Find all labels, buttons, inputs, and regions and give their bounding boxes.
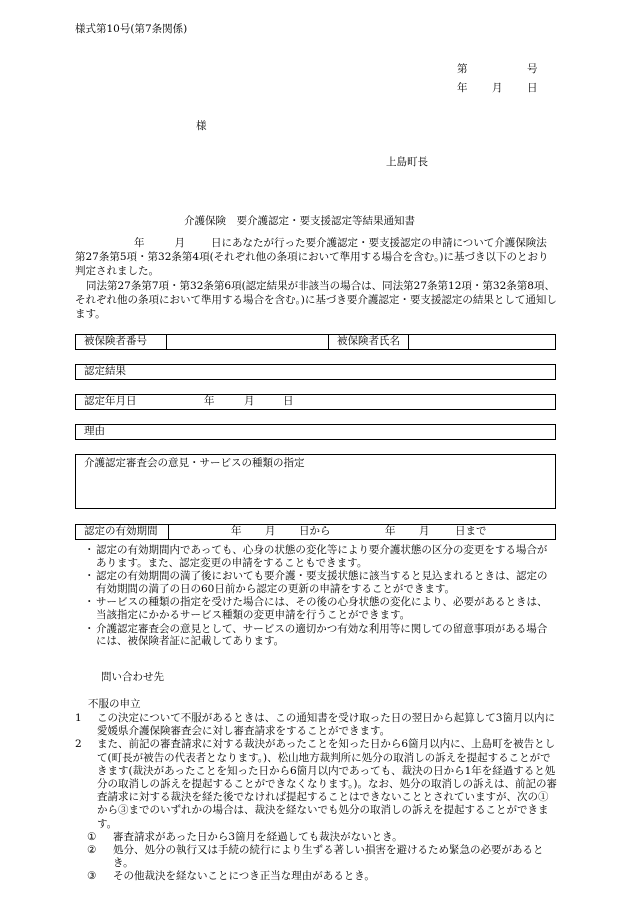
issue-date-day: 日 [527,82,538,94]
body-paragraph-1 [75,237,557,278]
issue-date-year: 年 [457,82,468,94]
para1-text: 日にあなたが行った要介護認定・要支援認定の申請について介護保険法第27条第5項・第32条第4項(それぞれ他の条項において準用する場合を含む。)に基づき以下のとおり判定されました。 [75,237,549,277]
insured-number-label: 被保険者番号 [84,335,147,347]
contact-label: 問い合わせ先 [101,671,164,683]
note-item: ・ 認定の有効期間内であっても、心身の状態の変化等により要介護状態の区分の変更をする場合があります。また、認定変更の申請をすることもできます。 [84,544,556,569]
para1-year: 年 [134,237,145,249]
body-paragraph-2: 同法第27条第7項・第32条第6項(認定結果が非該当の場合は、同法第27条第12項・第32条第8項、それぞれ他の条項において準用する場合を含む。)に基づき要介護認定・要支援認定の結果として通知します。 [75,280,557,320]
objection-item-1-number: 1 [75,712,82,724]
result-label: 認定結果 [84,365,126,377]
sub-1-text: 審査請求があった日から3箇月を経過しても裁決がないとき。 [113,830,403,843]
doc-number-go: 号 [527,63,538,75]
objection-item-1-text: この決定について不服があるときは、この通知書を受け取った日の翌日から起算して3箇月以内に愛媛県介護保険審査会に対し審査請求をすることができます。 [97,712,555,738]
note-item: ・ 介護認定審査会の意見として、サービスの適切かつ有効な利用等に関しての留意事項がある場合には、被保険者証に記載してあります。 [84,623,556,648]
issue-date-month: 月 [492,82,503,94]
objection-item-2-text: また、前記の審査請求に対する裁決があったことを知った日から6箇月以内に、上島町を被告として(町長が被告の代表者となります。)、松山地方裁判所に処分の取消しの訴えを提起することができます(裁決があったことを知った日から6箇月以内であっても、裁決の日から1年を経過すると処分の取消しの訴えを提起することができなくなります。)。なお、処分の取消しの訴えは、前記の審査請求に対する裁決を経た後でなければ提起することはできないこととされていますが、次の①から③までのいずれかの場合は、裁決を経ないでも処分の取消しの訴えを提起することができます。 [97,738,558,830]
objection-item-2-number: 2 [75,738,82,751]
sub-1-number: ① [87,830,97,843]
reason-label: 理由 [84,425,105,437]
document-title: 介護保険 要介護認定・要支援認定等結果通知書 [184,215,415,227]
notes-list [84,544,556,649]
sender-name: 上島町長 [386,156,428,168]
cert-date-month: 月 [244,395,255,407]
objection-sub-2 [87,844,557,870]
certification-date-row[interactable] [75,394,556,410]
insured-name-label: 被保険者氏名 [328,335,408,349]
form-number: 様式第10号(第7条関係) [75,23,188,35]
objection-sub-3 [87,870,557,883]
recipient-honorific: 様 [196,120,207,132]
note-item: ・ 認定の有効期間の満了後においても要介護・要支援状態に該当すると見込まれるときは、認定の有効期間の満了の日の60日前から認定の更新の申請をすることができます。 [84,570,556,595]
sub-3-number: ③ [87,870,97,883]
result-row[interactable] [75,364,556,380]
insured-name-field[interactable] [408,335,555,349]
validity-year-1: 年 [231,525,242,537]
validity-field[interactable] [168,525,555,539]
note-item: ・ サービスの種類の指定を受けた場合には、その後の心身状態の変化により、必要があるときは、当該指定にかかるサービス種類の変更申請を行うことができます。 [84,596,556,621]
insured-number-field[interactable] [166,335,328,349]
cert-date-day: 日 [283,395,294,407]
insured-row [75,334,556,350]
validity-month-2: 月 [419,525,430,537]
committee-opinion-box[interactable] [75,454,556,509]
sub-2-number: ② [87,844,97,857]
sub-2-text: 処分、処分の執行又は手続の続行により生ずる著しい損害を避けるため緊急の必要があるとき。 [113,844,544,870]
validity-until: 日まで [455,525,487,537]
cert-date-year: 年 [204,395,215,407]
objection-item-2 [75,738,557,830]
validity-row [75,524,556,540]
objection-sub-1 [87,831,557,844]
committee-label: 介護認定審査会の意見・サービスの種類の指定 [84,457,305,469]
objection-list [75,712,557,884]
cert-date-label: 認定年月日 [84,395,137,407]
validity-label: 認定の有効期間 [84,525,158,537]
doc-number-dai: 第 [457,63,468,75]
validity-month-1: 月 [265,525,276,537]
objection-item-1 [75,712,557,738]
reason-row[interactable] [75,424,556,440]
para1-month: 月 [174,237,185,249]
validity-from: 日から [299,525,331,537]
sub-3-text: その他裁決を経ないことにつき正当な理由があるとき。 [113,870,375,883]
objection-heading: 不服の申立 [88,698,141,710]
validity-year-2: 年 [385,525,396,537]
